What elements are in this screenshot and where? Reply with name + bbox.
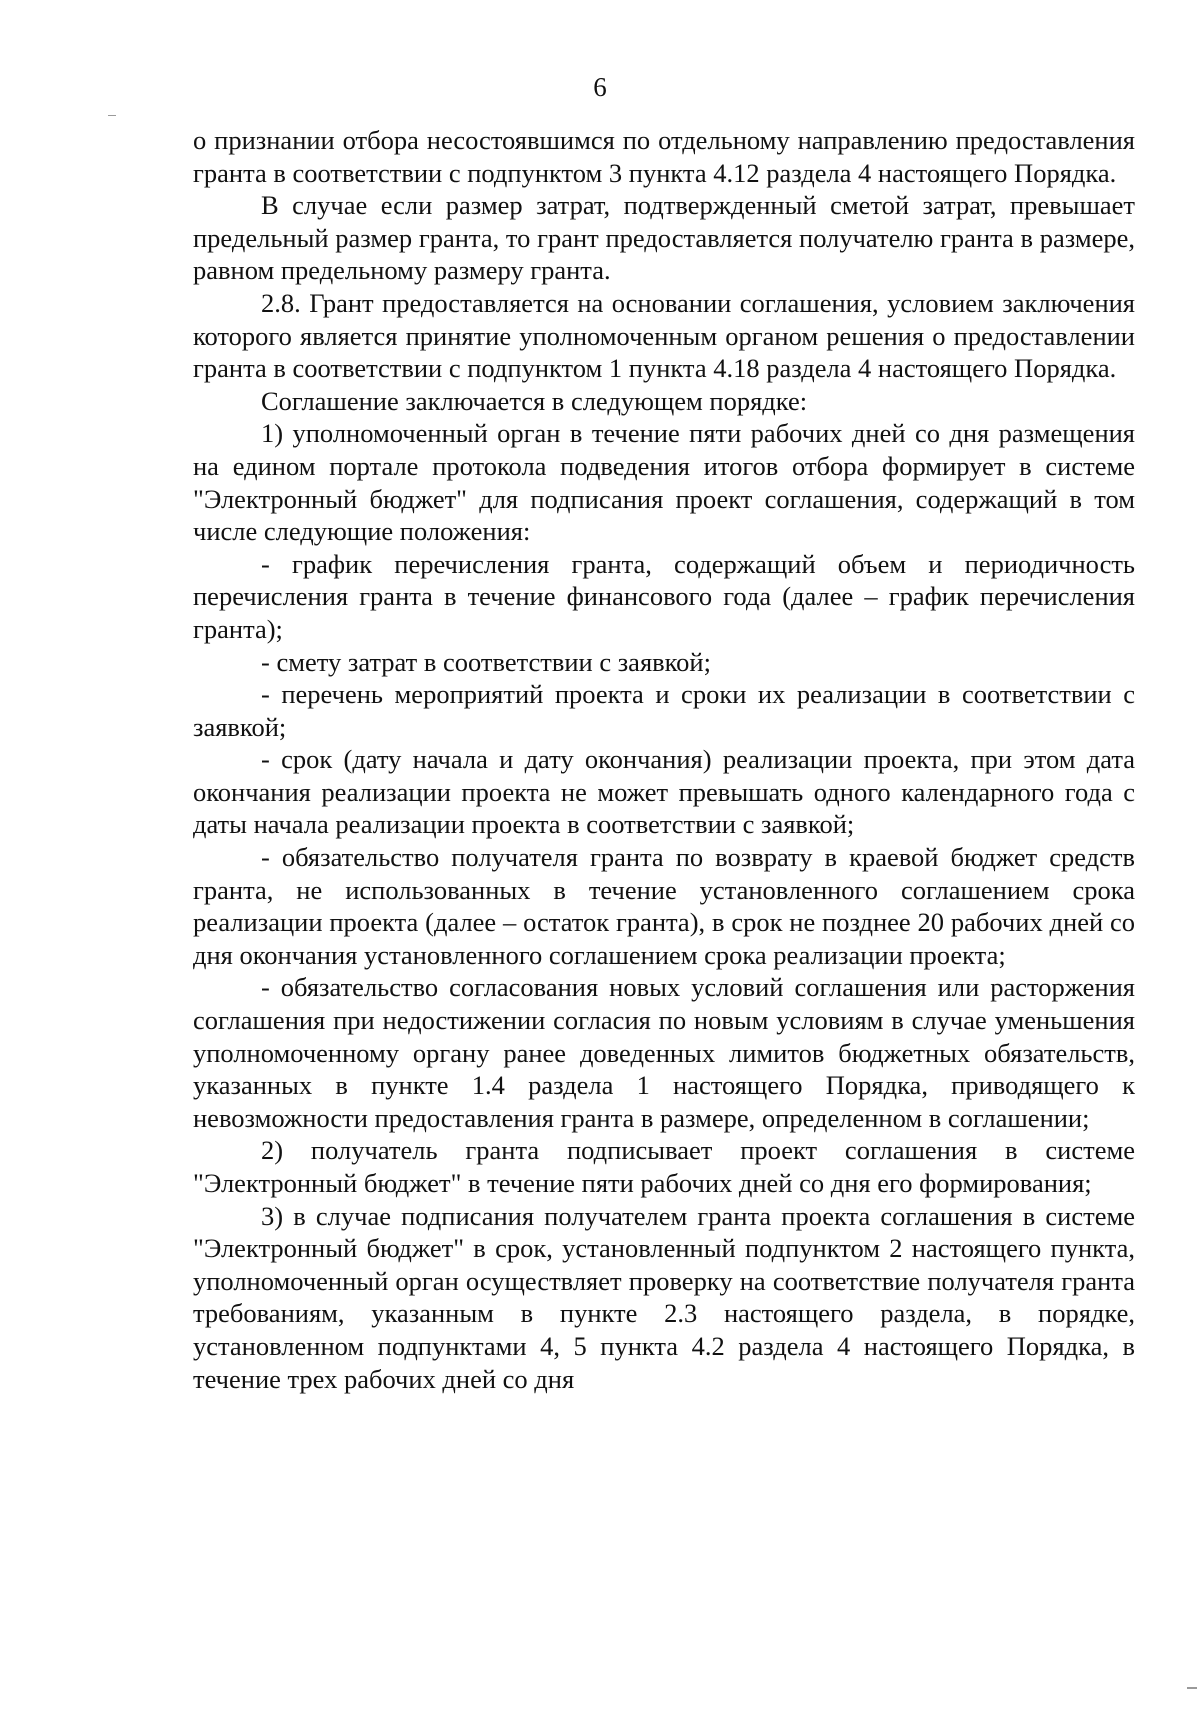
document-body: [193, 124, 1135, 1395]
page-number: 6: [593, 72, 607, 102]
paragraph-agreement-order: Соглашение заключается в следующем порядке:: [261, 385, 808, 416]
list-item-1: 1) уполномоченный орган в течение пяти рабочих дней со дня размещения на едином портале протокола подведения итогов отбора формирует в системе "Электронный бюджет" для подписания проект соглашения, содержащий в том числе следующие положения:: [193, 418, 1135, 547]
scan-mark: [108, 115, 116, 116]
list-item-activities: - перечень мероприятий проекта и сроки их реализации в соответствии с заявкой;: [193, 679, 1135, 742]
list-item-estimate: - смету затрат в соответствии с заявкой;: [261, 646, 711, 677]
scan-mark: [1187, 1687, 1197, 1689]
paragraph-continuation: о признании отбора несостоявшимся по отдельному направлению предоставления гранта в соответствии с подпунктом 3 пункта 4.12 раздела 4 настоящего Порядка.: [193, 125, 1135, 188]
list-item-refund: - обязательство получателя гранта по возврату в краевой бюджет средств гранта, не использованных в течение установленного соглашением срока реализации проекта (далее – остаток гранта), в срок не позднее 20 рабочих дней со дня окончания установленного соглашением срока реализации проекта;: [193, 842, 1135, 970]
paragraph-2-8: 2.8. Грант предоставляется на основании соглашения, условием заключения которого является принятие уполномоченным органом решения о предоставлении гранта в соответствии с подпунктом 1 пункта 4.18 раздела 4 настоящего Порядка.: [193, 287, 1135, 384]
paragraph-grant-size: В случае если размер затрат, подтвержденный сметой затрат, превышает предельный размер гранта, то грант предоставляется получателю гранта в размере, равном предельному размеру гранта.: [193, 190, 1135, 286]
list-item-term: - срок (дату начала и дату окончания) реализации проекта, при этом дата окончания реализации проекта не может превышать одного календарного года с даты начала реализации проекта в соответствии с заявкой;: [193, 744, 1135, 840]
list-item-3: 3) в случае подписания получателем гранта проекта соглашения в системе "Электронный бюджет" в срок, установленный подпунктом 2 настоящего пункта, уполномоченный орган осуществляет проверку на соответствие получателя гранта требованиям, указанным в пункте 2.3 настоящего раздела, в порядке, установленном подпунктами 4, 5 пункта 4.2 раздела 4 настоящего Порядка, в течение трех рабочих дней со дня: [193, 1200, 1135, 1394]
list-item-schedule: - график перечисления гранта, содержащий объем и периодичность перечисления гранта в течение финансового года (далее – график перечисления гранта);: [193, 548, 1135, 644]
list-item-new-conditions: - обязательство согласования новых условий соглашения или расторжения соглашения при недостижении согласия по новым условиям в случае уменьшения уполномоченному органу ранее доведенных лимитов бюджетных обязательств, указанных в пункте 1.4 раздела 1 настоящего Порядка, приводящего к невозможности предоставления гранта в размере, определенном в соглашении;: [193, 972, 1135, 1133]
list-item-2: 2) получатель гранта подписывает проект соглашения в системе "Электронный бюджет" в течение пяти рабочих дней со дня его формирования;: [193, 1135, 1135, 1198]
